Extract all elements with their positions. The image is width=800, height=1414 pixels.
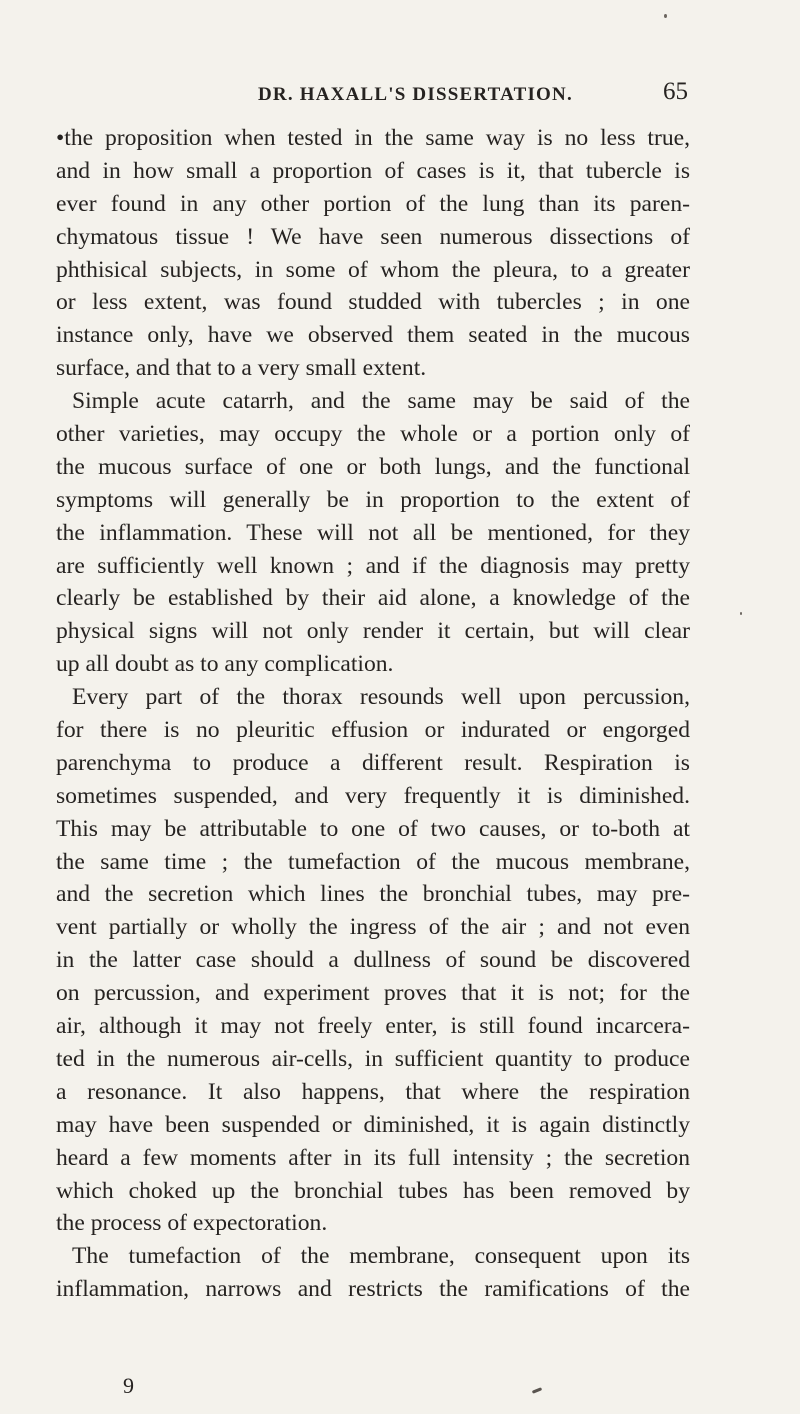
text-line: the inflammation. These will not all be mentioned, for they [56, 519, 690, 546]
text-line: or less extent, was found studded with tubercles ; in one [56, 289, 690, 316]
text-line: Every part of the thorax resounds well upon percussion, [72, 684, 690, 711]
running-head-title: DR. HAXALL'S DISSERTATION. [258, 84, 573, 105]
text-line: surface, and that to a very small extent. [56, 355, 427, 382]
text-line: up all doubt as to any complication. [56, 651, 394, 678]
text-line: may have been suspended or diminished, it is again distinctly [56, 1111, 690, 1138]
text-line: This may be attributable to one of two causes, or to-both at [56, 815, 690, 842]
text-line: the process of expectoration. [56, 1210, 328, 1237]
text-line: ted in the numerous air-cells, in sufficient quantity to produce [56, 1045, 690, 1072]
text-line: the mucous surface of one or both lungs, and the functional [56, 453, 690, 480]
running-head [258, 78, 688, 108]
text-line: parenchyma to produce a different result. Respiration is [56, 749, 690, 776]
text-line: •the proposition when tested in the same way is no less true, [56, 125, 690, 151]
text-line: physical signs will not only render it certain, but will clear [56, 618, 690, 645]
text-line: The tumefaction of the membrane, consequent upon its [72, 1243, 690, 1270]
text-line: air, although it may not freely enter, is still found incarcera- [56, 1013, 690, 1040]
text-line: ever found in any other portion of the lung than its paren- [56, 190, 690, 217]
text-line: inflammation, narrows and restricts the ramifications of the [56, 1276, 690, 1303]
text-line: other varieties, may occupy the whole or a portion only of [56, 421, 690, 448]
text-line: heard a few moments after in its full intensity ; the secretion [56, 1144, 690, 1171]
text-line: clearly be established by their aid alone, a knowledge of the [56, 585, 690, 612]
text-line: a resonance. It also happens, that where the respiration [56, 1078, 690, 1105]
text-line: the same time ; the tumefaction of the mucous membrane, [56, 848, 690, 875]
text-line: vent partially or wholly the ingress of the air ; and not even [56, 914, 690, 941]
signature-mark: 9 [123, 1373, 134, 1398]
body-text [56, 122, 690, 1306]
ink-mark [532, 1387, 542, 1394]
text-line: and in how small a proportion of cases is it, that tubercle is [56, 157, 690, 184]
text-line: which choked up the bronchial tubes has been removed by [56, 1177, 690, 1204]
text-line: in the latter case should a dullness of sound be discovered [56, 947, 690, 974]
text-line: symptoms will generally be in proportion to the extent of [56, 486, 690, 513]
text-line: instance only, have we observed them seated in the mucous [56, 322, 690, 349]
text-line: chymatous tissue ! We have seen numerous dissections of [56, 223, 690, 250]
text-line: phthisical subjects, in some of whom the pleura, to a greater [56, 256, 690, 283]
paper-speck [740, 612, 742, 615]
text-line: for there is no pleuritic effusion or indurated or engorged [56, 717, 690, 744]
text-line: are sufficiently well known ; and if the diagnosis may pretty [56, 552, 690, 579]
text-line: and the secretion which lines the bronchial tubes, may pre- [56, 881, 690, 908]
text-line: on percussion, and experiment proves that it is not; for the [56, 980, 690, 1007]
page-number: 65 [663, 78, 688, 105]
text-line: Simple acute catarrh, and the same may be said of the [72, 388, 690, 415]
text-line: sometimes suspended, and very frequently it is diminished. [56, 782, 690, 809]
paper-speck [664, 14, 667, 18]
